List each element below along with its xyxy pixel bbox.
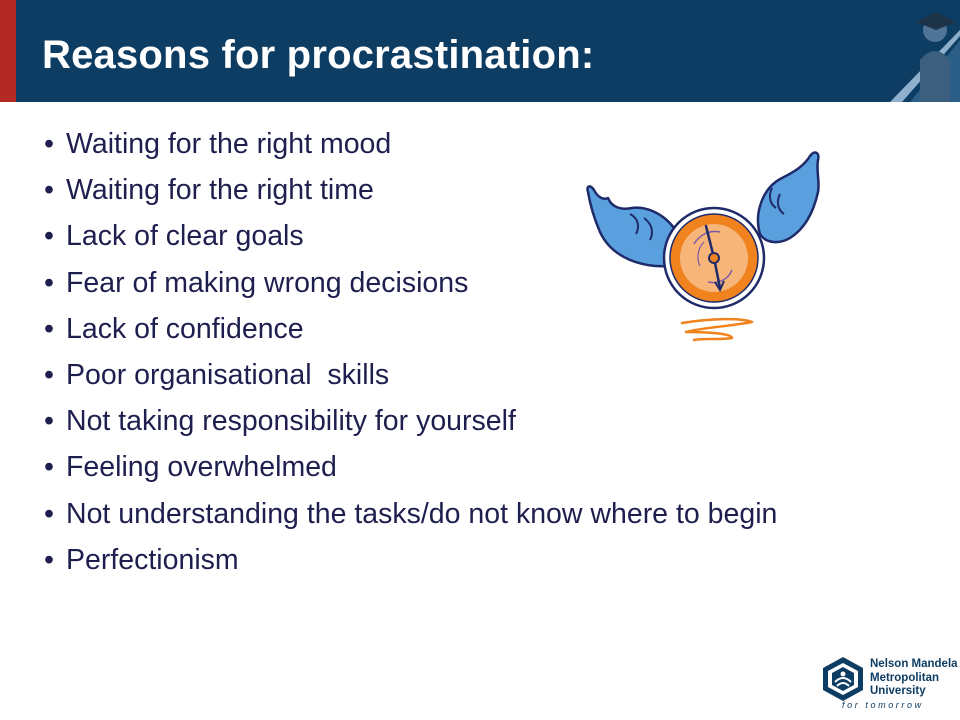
list-item xyxy=(44,352,777,398)
list-item xyxy=(44,537,777,583)
bullet-dot: • xyxy=(44,359,54,392)
bullet-text: Not taking responsibility for yourself xyxy=(66,405,516,438)
university-logo xyxy=(818,656,958,714)
bullet-dot: • xyxy=(44,174,54,207)
bullet-text: Fear of making wrong decisions xyxy=(66,266,469,299)
slide-header xyxy=(0,0,960,102)
logo-line-2: Metropolitan xyxy=(870,671,939,684)
right-wing xyxy=(758,153,819,243)
bullet-text: Feeling overwhelmed xyxy=(66,451,337,484)
bullet-dot: • xyxy=(44,451,54,484)
bullet-dot: • xyxy=(44,220,54,253)
bullet-dot: • xyxy=(44,405,54,438)
motion-squiggle xyxy=(682,319,752,340)
bullet-text: Perfectionism xyxy=(66,543,239,576)
bullet-text: Not understanding the tasks/do not know where to begin xyxy=(66,497,778,530)
logo-tagline: for tomorrow xyxy=(842,700,924,710)
university-logo-icon xyxy=(820,656,866,702)
bullet-dot: • xyxy=(44,312,54,345)
header-accent-strip xyxy=(0,0,16,102)
bullet-text: Lack of clear goals xyxy=(66,220,304,253)
bullet-text: Lack of confidence xyxy=(66,312,304,345)
logo-line-3: University xyxy=(870,685,926,697)
bullet-text: Waiting for the right time xyxy=(66,174,374,207)
flying-clock-icon xyxy=(582,148,827,348)
bullet-dot: • xyxy=(44,543,54,576)
bullet-dot: • xyxy=(44,266,54,299)
logo-wordmark xyxy=(870,658,958,699)
logo-line-1: Nelson Mandela xyxy=(870,658,958,670)
bullet-dot: • xyxy=(44,128,54,160)
bullet-text: Poor organisational skills xyxy=(66,359,390,392)
bullet-dot: • xyxy=(44,497,54,530)
header-graduate-photo xyxy=(850,0,960,102)
bullet-text: Waiting for the right mood xyxy=(66,128,392,160)
slide-title: Reasons for procrastination: xyxy=(42,33,595,77)
list-item xyxy=(44,398,777,444)
list-item xyxy=(44,444,777,490)
list-item xyxy=(44,491,777,537)
